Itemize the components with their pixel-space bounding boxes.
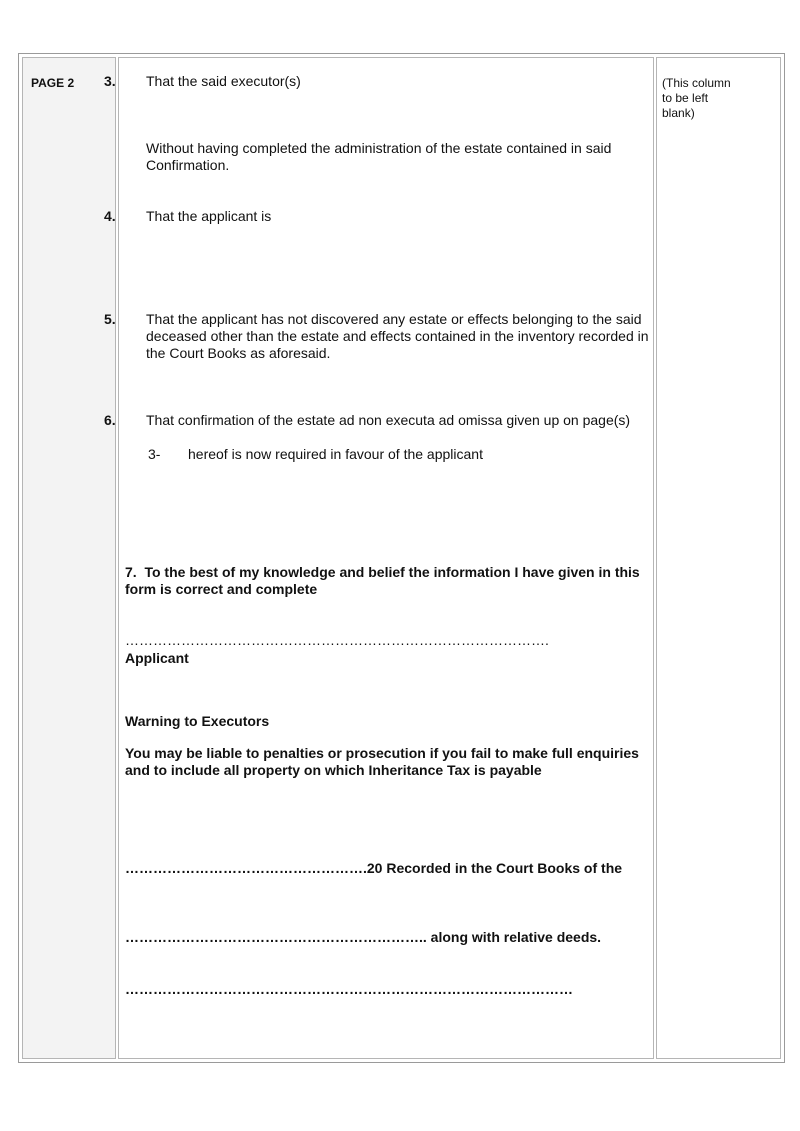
item-3-text: That the said executor(s)	[146, 73, 301, 89]
item-7-number: 7.	[125, 564, 137, 580]
item-4-number: 4.	[104, 208, 116, 224]
item-3-continuation: Without having completed the administration of the estate contained in said Confirmation.	[146, 140, 612, 173]
item-6	[104, 412, 666, 429]
item-3-number: 3.	[104, 73, 116, 89]
item-7	[125, 564, 645, 598]
warning-heading: Warning to Executors	[125, 713, 270, 729]
form-table	[18, 53, 785, 1063]
item-6-number: 6.	[104, 412, 116, 428]
page-label: PAGE 2	[31, 76, 75, 90]
item-6-rest: hereof is now required in favour of the applicant	[188, 446, 483, 462]
item-6-text: That confirmation of the estate ad non executa ad omissa given up on page(s)	[146, 412, 631, 428]
item-5-text: That the applicant has not discovered any estate or effects belonging to the said deceased other than the estate and effects contained in the inventory recorded in the Court Books as aforesaid.	[146, 311, 649, 361]
item-4	[104, 208, 666, 225]
applicant-signature-line: ……………………………………………………………………………….	[125, 632, 549, 648]
item-5-number: 5.	[104, 311, 116, 327]
recorded-date-line: …………………………………………….20 Recorded in the Court Books of the	[125, 860, 623, 876]
item-5	[104, 311, 666, 362]
warning-body: You may be liable to penalties or prosecution if you fail to make full enquiries and to include all property on which Inheritance Tax is payable	[125, 745, 639, 778]
item-7-text: To the best of my knowledge and belief the information I have given in this form is correct and complete	[125, 564, 640, 597]
item-4-text: That the applicant is	[146, 208, 272, 224]
blank-column	[656, 57, 781, 1059]
blank-column-note: (This column to be left blank)	[662, 76, 731, 120]
page-label-column	[22, 57, 116, 1059]
item-3	[104, 73, 666, 90]
recorded-signature-line: ……………………………………………………………………………………	[125, 981, 573, 997]
item-6-page-ref: 3-	[148, 446, 161, 462]
applicant-label: Applicant	[125, 650, 189, 666]
item-6-page-line	[125, 446, 668, 463]
recorded-deeds-line: ……………………………………………………….. along with relative deeds.	[125, 929, 602, 945]
